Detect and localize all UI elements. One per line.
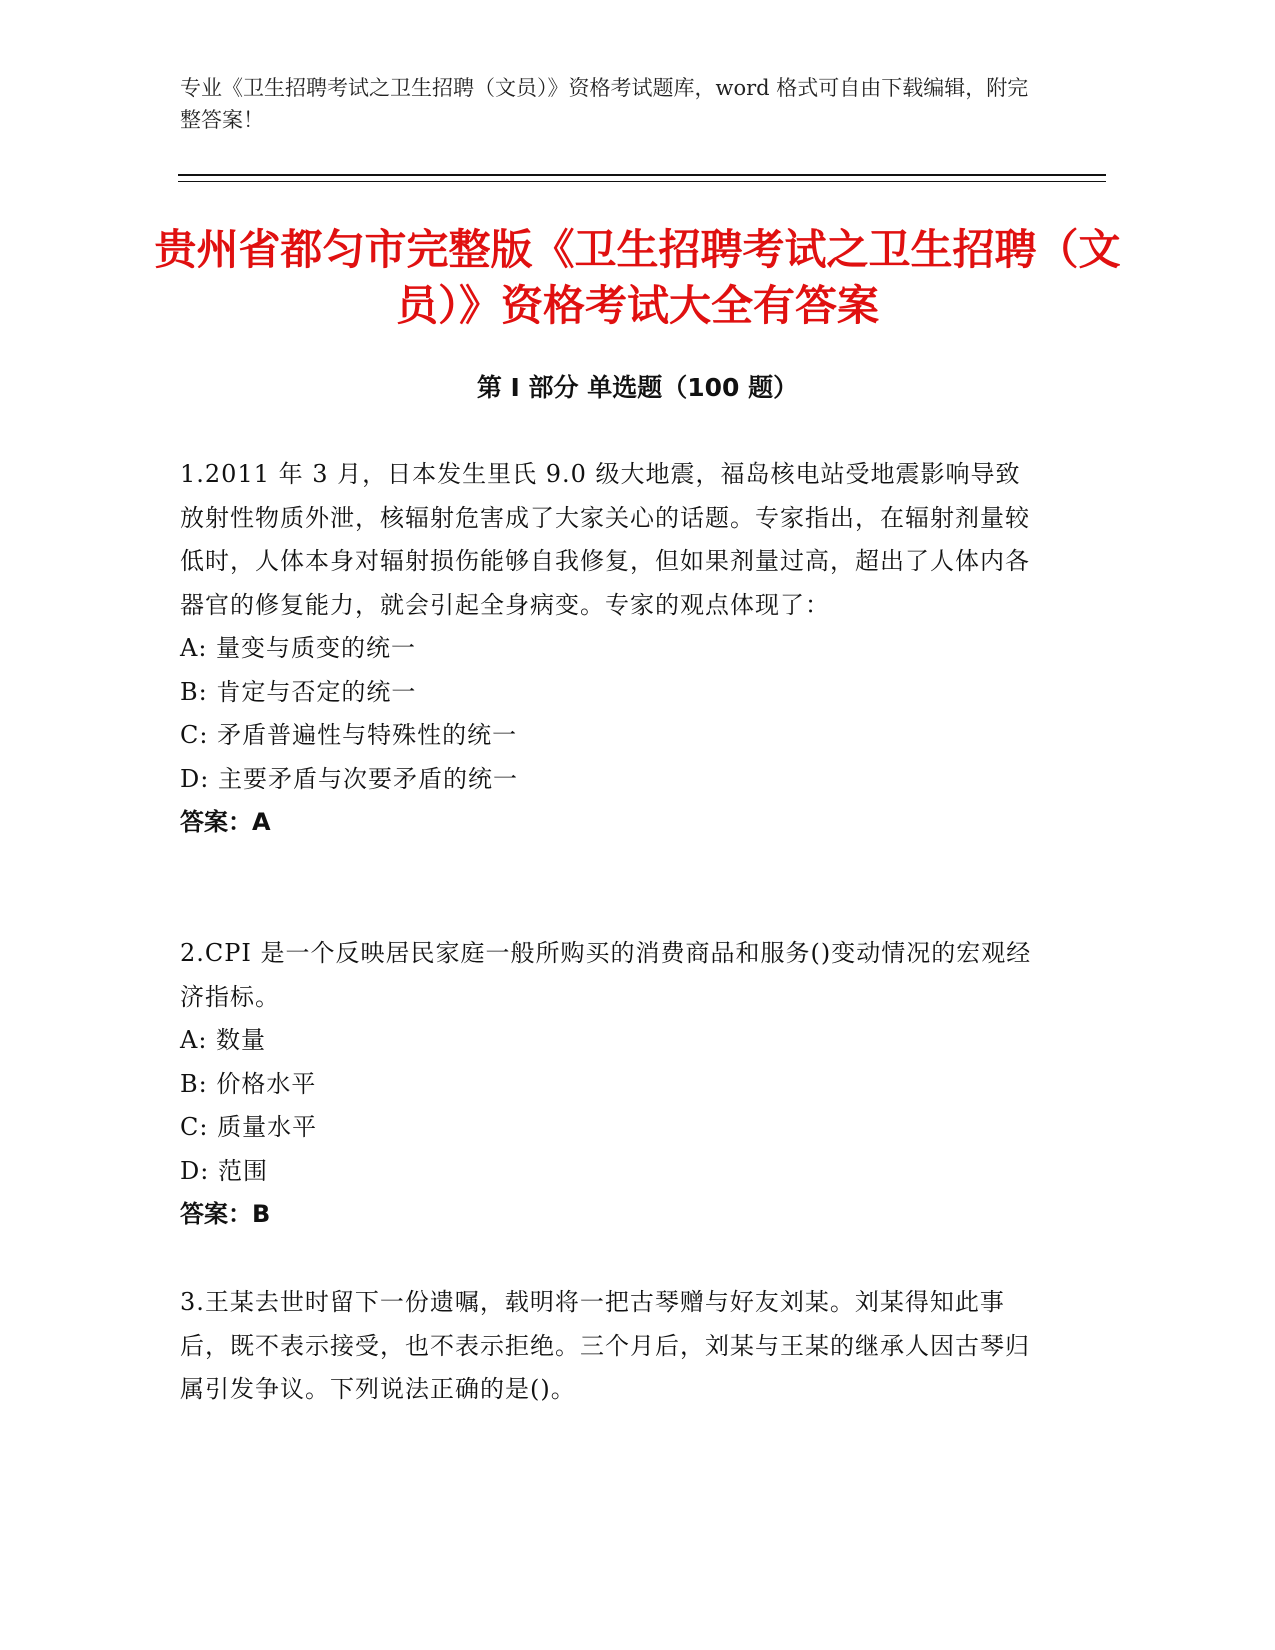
question-stem: 3.王某去世时留下一份遗嘱，载明将一把古琴赠与好友刘某。刘某得知此事后，既不表示接受，也不表示拒绝。三个月后，刘某与王某的继承人因古琴归属引发争议。下列说法正确的是()。 [180,1288,1030,1403]
option-a: A: 数量 [180,1026,267,1054]
question-stem: 2.CPI 是一个反映居民家庭一般所购买的消费商品和服务()变动情况的宏观经济指标。 [180,939,1032,1011]
section-title: 第 I 部分 单选题（100 题） [476,373,799,402]
header-rule-thin [178,181,1106,182]
question-2 [180,932,1040,1237]
document-title: 贵州省都匀市完整版《卫生招聘考试之卫生招聘（文员）》资格考试大全有答案 [154,225,1121,330]
option-c: C: 矛盾普遍性与特殊性的统一 [180,721,518,749]
header-note: 专业《卫生招聘考试之卫生招聘（文员）》资格考试题库，word 格式可自由下载编辑，附完整答案！ [180,76,1029,132]
option-a: A: 量变与质变的统一 [180,634,417,662]
answer: 答案：B [180,1200,271,1228]
option-b: B: 肯定与否定的统一 [180,677,417,706]
question-3 [180,1281,1040,1412]
option-b: B: 价格水平 [180,1069,317,1098]
option-c: C: 质量水平 [180,1113,318,1141]
option-d: D: 范围 [180,1156,268,1185]
answer: 答案：A [180,808,271,836]
option-d: D: 主要矛盾与次要矛盾的统一 [180,764,518,793]
question-1 [180,453,1040,845]
question-stem: 1.2011 年 3 月，日本发生里氏 9.0 级大地震，福岛核电站受地震影响导致放射性物质外泄，核辐射危害成了大家关心的话题。专家指出，在辐射剂量较低时，人体本身对辐射损伤能够自我修复，但如果剂量过高，超出了人体内各器官的修复能力，就会引起全身病变。专家的观点体现了： [180,460,1030,619]
header-rule-thick [178,174,1106,176]
